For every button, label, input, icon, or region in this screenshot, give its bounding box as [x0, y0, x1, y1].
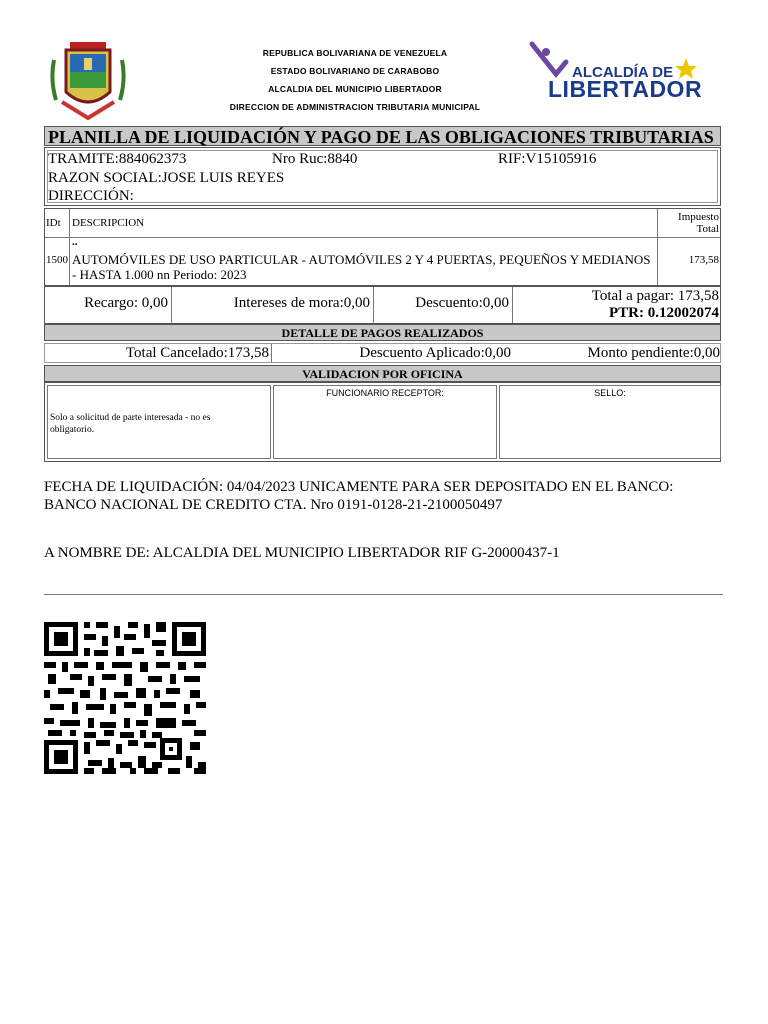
- header-line-alcaldia: ALCALDIA DEL MUNICIPIO LIBERTADOR: [268, 84, 442, 94]
- qr-code: [44, 622, 206, 774]
- header-line-direccion: DIRECCION DE ADMINISTRACION TRIBUTARIA MUNICIPAL: [229, 102, 481, 112]
- direccion-field: DIRECCIÓN:: [48, 188, 134, 204]
- intereses-value: Intereses de mora:0,00: [233, 295, 370, 311]
- logo-text-top: ALCALDÍA DE: [572, 64, 674, 81]
- header-line-estado: ESTADO BOLIVARIANO DE CARABOBO: [270, 66, 440, 76]
- nro-ruc-field: Nro Ruc:8840: [272, 151, 358, 167]
- funcionario-label: FUNCIONARIO RECEPTOR:: [326, 388, 444, 398]
- pagos-row: [44, 343, 721, 363]
- table-divider: [69, 209, 70, 285]
- header-impuesto: Impuesto: [678, 211, 719, 223]
- validacion-nota: Solo a solicitud de parte interesada - no es obligatorio.: [50, 413, 211, 435]
- row-total: 173,58: [688, 254, 719, 266]
- nota-cell: [47, 385, 271, 459]
- sello-cell: [499, 385, 721, 459]
- row-description-line1: AUTOMÓVILES DE USO PARTICULAR - AUTOMÓVILES 2 Y 4 PUERTAS, PEQUEÑOS Y MEDIANOS: [72, 252, 651, 267]
- header-idt: IDt: [46, 217, 61, 229]
- pagos-divider: [271, 344, 272, 362]
- liquidation-table: [44, 208, 721, 286]
- recargo-value: Recargo: 0,00: [84, 295, 168, 311]
- rif-field: RIF:V15105916: [498, 151, 597, 167]
- totals-divider: [373, 287, 374, 323]
- validacion-box: [44, 382, 721, 462]
- header-total: Total: [696, 223, 719, 235]
- totals-box: [44, 286, 721, 324]
- form-title: PLANILLA DE LIQUIDACIÓN Y PAGO DE LAS OBLIGACIONES TRIBUTARIAS: [44, 126, 721, 146]
- ptr-value: PTR: 0.12002074: [609, 305, 719, 321]
- row-id: 1500: [46, 254, 68, 266]
- banco-line: BANCO NACIONAL DE CREDITO CTA. Nro 0191-0128-21-2100050497: [44, 497, 503, 513]
- descuento-aplicado: Descuento Aplicado:0,00: [359, 345, 511, 361]
- logo-text-main: LIBERTADOR: [548, 76, 703, 102]
- totals-divider: [171, 287, 172, 323]
- sello-label: SELLO:: [594, 388, 626, 398]
- validacion-section-title: VALIDACION POR OFICINA: [44, 365, 721, 382]
- totals-divider: [512, 287, 513, 323]
- taxpayer-info-box: [44, 147, 721, 206]
- row-dots: ..: [72, 236, 78, 248]
- total-cancelado: Total Cancelado:173,58: [125, 345, 269, 361]
- pagos-section-title: DETALLE DE PAGOS REALIZADOS: [44, 324, 721, 341]
- table-divider: [45, 237, 720, 238]
- footer-divider: [44, 594, 723, 595]
- header-descripcion: DESCRIPCION: [72, 217, 145, 229]
- a-nombre-de-line: A NOMBRE DE: ALCALDIA DEL MUNICIPIO LIBERTADOR RIF G-20000437-1: [44, 545, 560, 561]
- funcionario-cell: [273, 385, 497, 459]
- tramite-field: TRAMITE:884062373: [48, 151, 187, 167]
- razon-social-field: RAZON SOCIAL:JOSE LUIS REYES: [48, 170, 285, 186]
- coat-of-arms-logo: [48, 40, 128, 122]
- header-text-block: [190, 44, 520, 116]
- header-line-republica: REPUBLICA BOLIVARIANA DE VENEZUELA: [262, 48, 448, 58]
- table-divider: [657, 209, 658, 285]
- alcaldia-libertador-logo: [526, 40, 716, 104]
- descuento-value: Descuento:0,00: [415, 295, 509, 311]
- row-description-line2: - HASTA 1.000 nn Periodo: 2023: [72, 267, 247, 282]
- total-a-pagar: Total a pagar: 173,58: [591, 288, 719, 304]
- fecha-liquidacion-line: FECHA DE LIQUIDACIÓN: 04/04/2023 UNICAMENTE PARA SER DEPOSITADO EN EL BANCO:: [44, 479, 674, 495]
- monto-pendiente: Monto pendiente:0,00: [587, 345, 720, 361]
